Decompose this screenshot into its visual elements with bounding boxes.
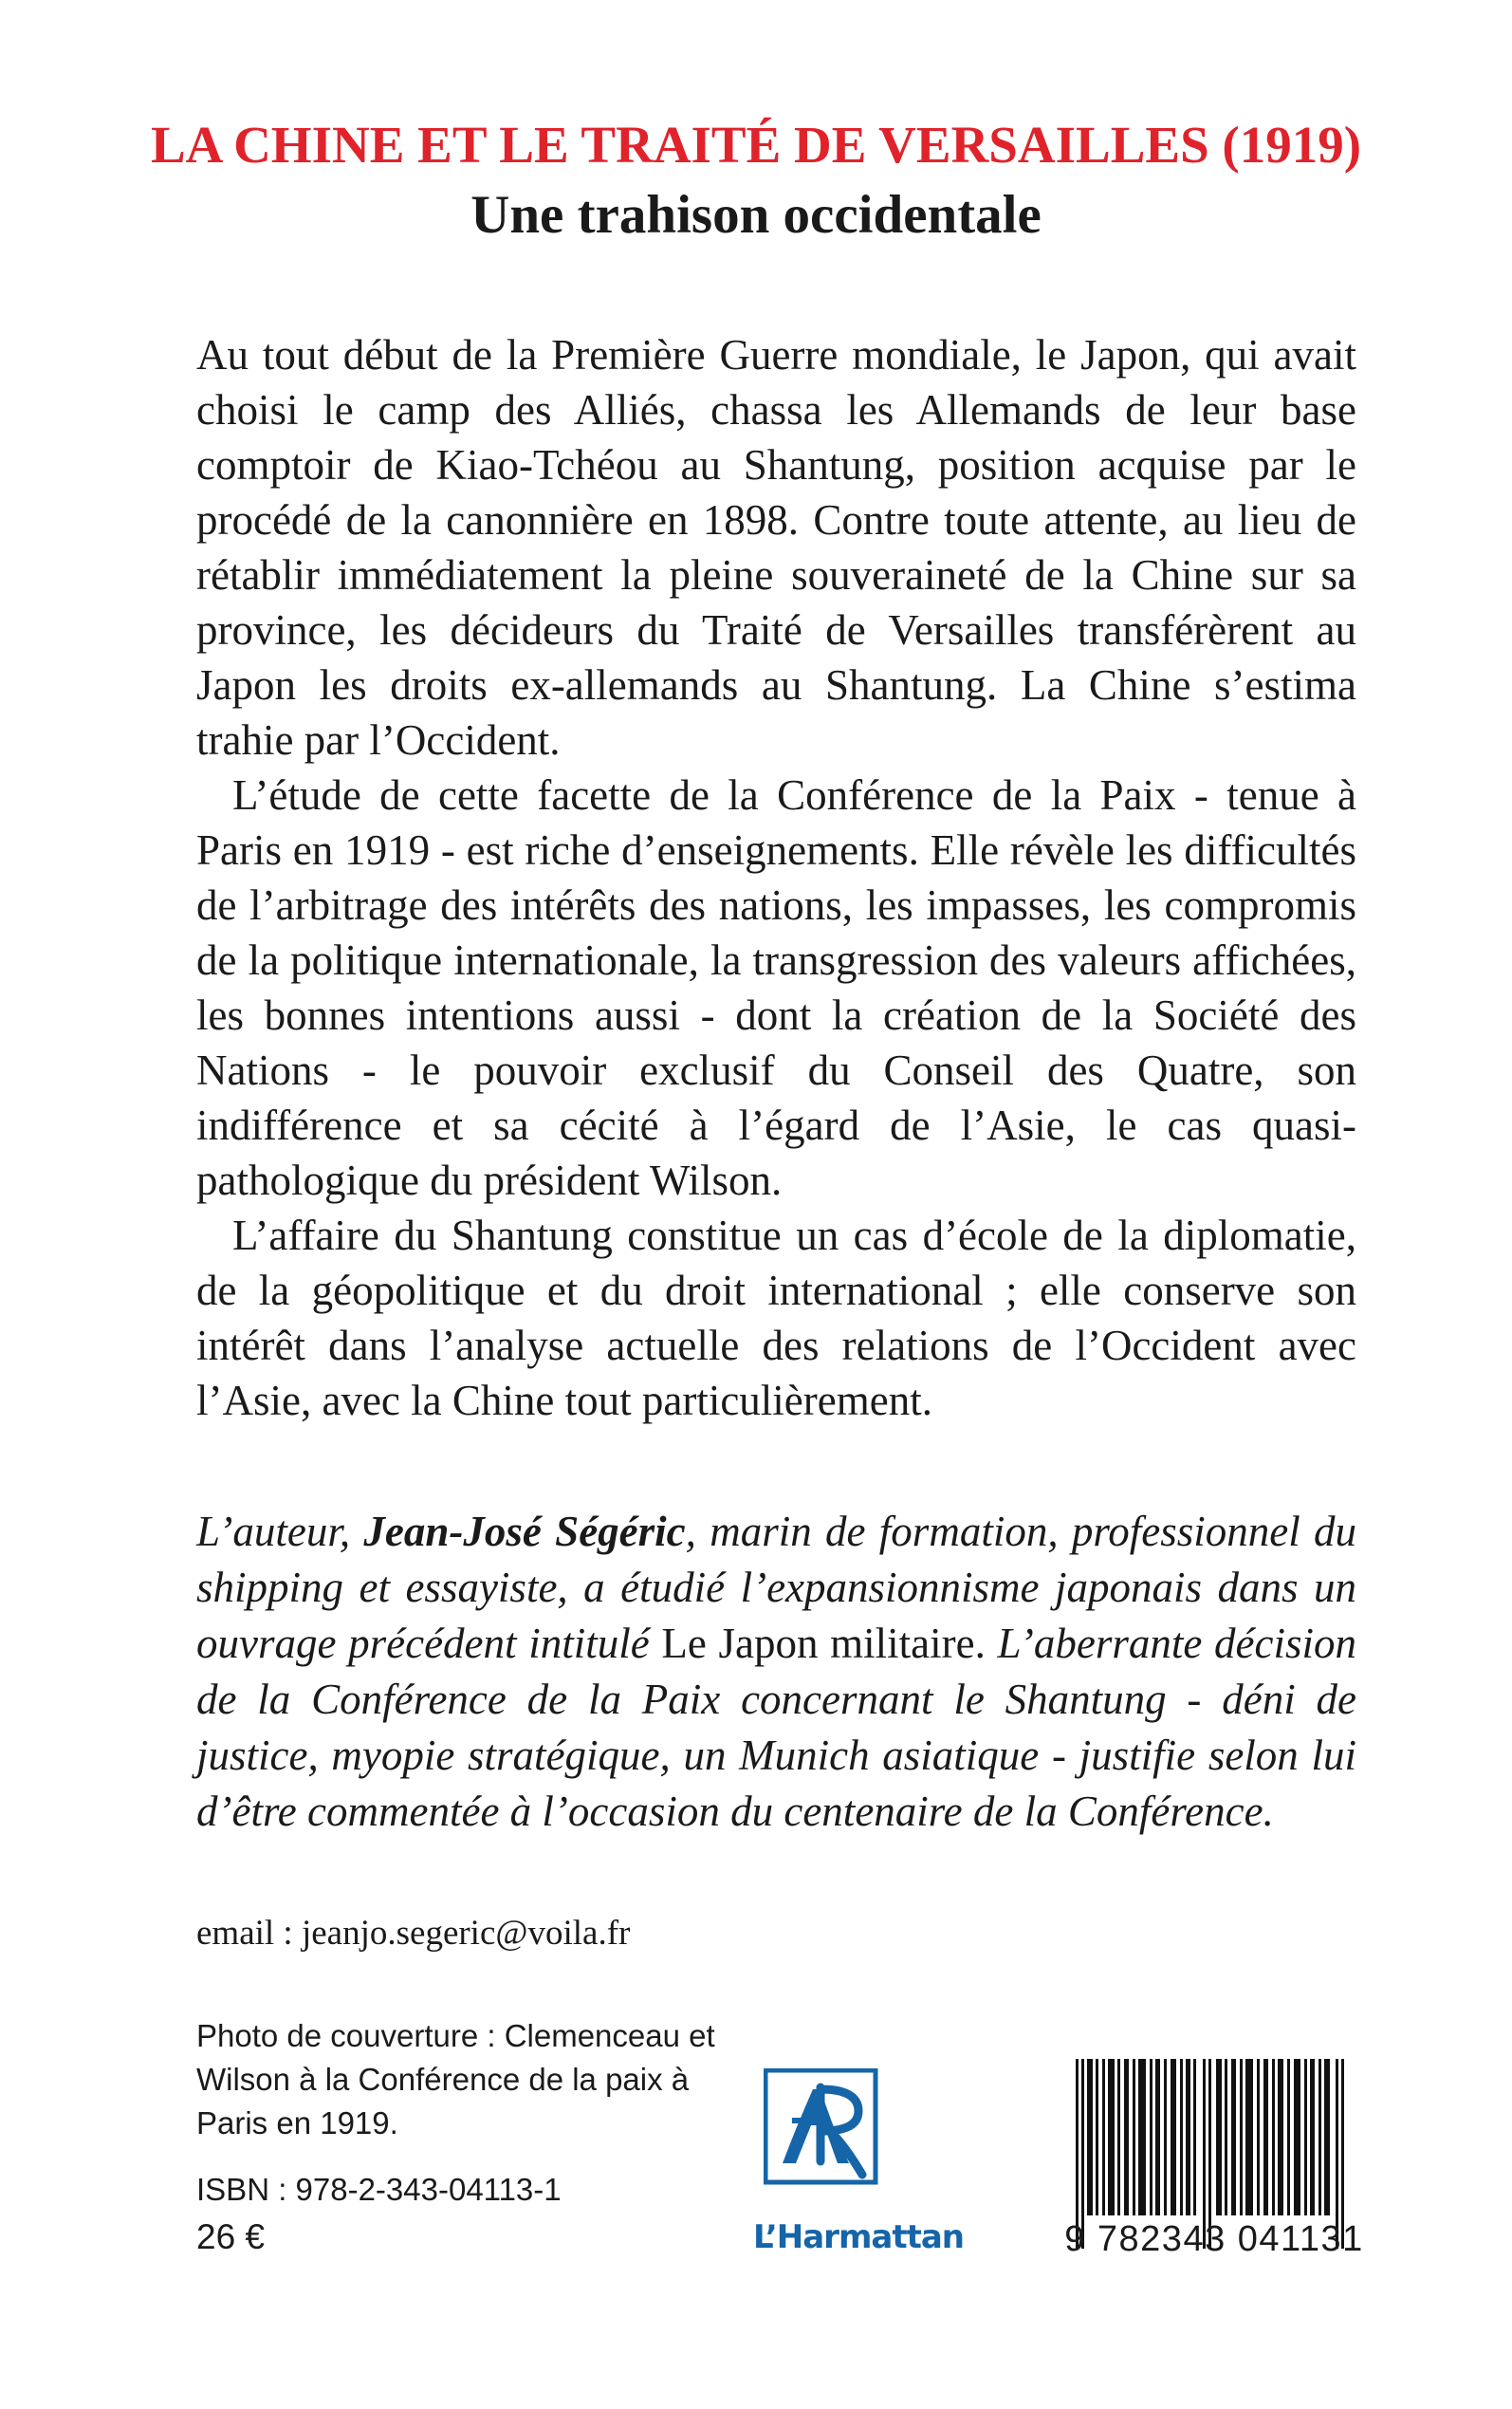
author-email: email : jeanjo.segeric@voila.fr	[196, 1914, 631, 1953]
price: 26 €	[196, 2217, 266, 2256]
bio-period: .	[974, 1620, 986, 1667]
bio-middle: , marin de formation, professionnel du shipping et essayiste, a étudié l’expansionnisme japonais dans un ouvrage précédent intitulé	[196, 1508, 1357, 1667]
summary-text	[196, 327, 1356, 1428]
summary-paragraph: L’étude de cette facette de la Conférence de la Paix - tenue à Paris en 1919 - est riche d’enseignements. Elle révèle les difficultés de l’arbitrage des intérêts des nations, les impasses, les compromis de la politique internationale, la transgression des valeurs affichées, les bonnes intentions aussi - dont la création de la Société des Nations - le pouvoir exclusif du Conseil des Quatre, son indifférence et sa cécité à l’égard de l’Asie, le cas quasi-pathologique du président Wilson.	[196, 771, 1356, 1204]
barcode-digits: 9 782343 041131	[1064, 2219, 1364, 2259]
bio-rest: L’aberrante décision de la Conférence de la Paix concernant le Shantung - déni de justice, myopie stratégique, un Munich asiatique - justifie selon lui d’être commentée à l’occasion du centenaire de la Conférence.	[196, 1620, 1356, 1835]
book-title: LA CHINE ET LE TRAITÉ DE VERSAILLES (1919)	[150, 116, 1362, 174]
photo-credit: Photo de couverture : Clemenceau et Wilson à la Conférence de la paix à Paris en 1919.	[196, 2018, 715, 2140]
author-bio	[196, 1504, 1356, 1840]
author-name: Jean-José Ségéric	[363, 1508, 686, 1555]
isbn: ISBN : 978-2-343-04113-1	[196, 2172, 562, 2207]
previous-book-title: Le Japon militaire	[661, 1620, 975, 1667]
summary-paragraph: L’affaire du Shantung constitue un cas d’école de la diplomatie, de la géopolitique et du droit international ; elle conserve son intérêt dans l’analyse actuelle des relations de l’Occident avec l’Asie, avec la Chine tout particulièrement.	[196, 1212, 1356, 1424]
bio-intro: L’auteur,	[196, 1508, 364, 1555]
book-subtitle: Une trahison occidentale	[470, 185, 1042, 245]
summary-paragraph: Au tout début de la Première Guerre mondiale, le Japon, qui avait choisi le camp des Alliés, chassa les Allemands de leur base comptoir de Kiao-Tchéou au Shantung, position acquise par le procédé de la canonnière en 1898. Contre toute attente, au lieu de rétablir immédiatement la pleine souveraineté de la Chine sur sa province, les décideurs du Traité de Versailles transférèrent au Japon les droits ex-allemands au Shantung. La Chine s’estima trahie par l’Occident.	[196, 331, 1356, 764]
publisher-name: L’Harmattan	[753, 2218, 964, 2256]
